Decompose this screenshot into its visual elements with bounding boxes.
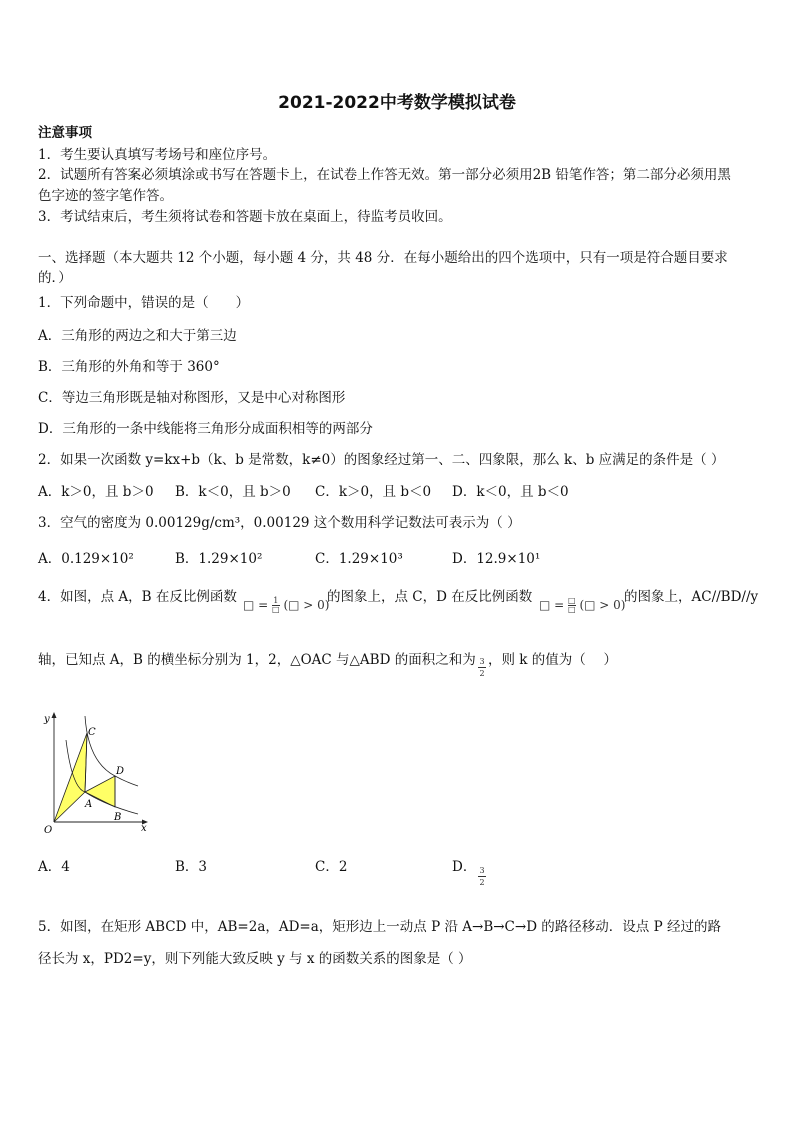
q1-option-c: C．等边三角形既是轴对称图形，又是中心对称图形 [38, 390, 346, 406]
label-b: B [114, 812, 122, 823]
q4-stem-part1: 4．如图，点 A，B 在反比例函数 [38, 589, 237, 605]
page-title: 2021-2022中考数学模拟试卷 [278, 93, 516, 113]
q1-option-d: D．三角形的一条中线能将三角形分成面积相等的两部分 [38, 421, 373, 437]
triangle-oac [54, 733, 87, 822]
notice-item-2-cont: 色字迹的签字笔作答。 [38, 188, 173, 204]
label-d: D [116, 766, 125, 777]
q4-option-d-fraction: 3 2 [479, 866, 485, 887]
q4-formula-1: □ = 1 □ (□ > 0) [243, 596, 330, 614]
q4-stem-part2: 的图象上，点 C，D 在反比例函数 [327, 589, 533, 605]
label-o: O [44, 825, 53, 836]
q2-option-b: B．k＜0，且 b＞0 [175, 484, 291, 500]
q2-stem: 2．如果一次函数 y=kx+b（k、b 是常数，k≠0）的图象经过第一、二、四象限，那么 k、b 应满足的条件是（ ） [38, 452, 725, 468]
q4-option-b: B．3 [175, 859, 208, 875]
q4-figure [40, 710, 155, 840]
q4-stem-line2b: ，则 k 的值为（ ） [488, 652, 618, 668]
label-a: A [85, 799, 93, 810]
q2-option-c: C．k＞0，且 b＜0 [315, 484, 432, 500]
q4-formula-2: □ = □ □ (□ > 0) [539, 596, 626, 614]
q4-fraction: 3 2 [479, 657, 485, 678]
q4-stem-line2a: 轴，已知点 A，B 的横坐标分别为 1，2，△OAC 与△ABD 的面积之和为 [38, 652, 476, 668]
q3-stem: 3．空气的密度为 0.00129g/cm³，0.00129 这个数用科学记数法可表示为（ ） [38, 515, 521, 531]
q2-option-d: D．k＜0，且 b＜0 [452, 484, 569, 500]
notice-heading: 注意事项 [38, 125, 92, 141]
label-c: C [88, 727, 96, 738]
notice-item-2: 2．试题所有答案必须填涂或书写在答题卡上，在试卷上作答无效。第一部分必须用2B 铅笔作答；第二部分必须用黑 [38, 167, 731, 183]
q1-option-a: A．三角形的两边之和大于第三边 [38, 328, 237, 344]
q4-stem-part3: 的图象上，AC//BD//y [624, 589, 759, 605]
q3-option-a: A．0.129×10² [38, 551, 134, 567]
q4-option-a: A．4 [38, 859, 70, 875]
q4-option-d: D． [452, 859, 477, 875]
section-heading: 一、选择题（本大题共 12 个小题，每小题 4 分，共 48 分．在每小题给出的四个选项中，只有一项是符合题目要求 [38, 250, 728, 266]
section-heading-cont: 的．） [38, 270, 72, 286]
q3-option-c: C．1.29×10³ [315, 551, 403, 567]
q1-option-b: B．三角形的外角和等于 360° [38, 359, 220, 375]
label-x: x [141, 823, 147, 834]
q3-option-d: D．12.9×10¹ [452, 551, 541, 567]
notice-item-1: 1．考生要认真填写考场号和座位序号。 [38, 147, 277, 163]
q4-option-c: C．2 [315, 859, 348, 875]
q5-stem-line2: 径长为 x，PD2=y，则下列能大致反映 y 与 x 的函数关系的图象是（ ） [38, 951, 472, 967]
q2-option-a: A．k＞0，且 b＞0 [38, 484, 154, 500]
label-y: y [44, 714, 50, 725]
q5-stem-line1: 5．如图，在矩形 ABCD 中，AB=2a，AD=a，矩形边上一动点 P 沿 A→B→C→D 的路径移动．设点 P 经过的路 [38, 919, 721, 935]
q3-option-b: B．1.29×10² [175, 551, 263, 567]
notice-item-3: 3．考试结束后，考生须将试卷和答题卡放在桌面上，待监考员收回。 [38, 209, 452, 225]
q1-stem: 1．下列命题中，错误的是（ ） [38, 295, 250, 311]
